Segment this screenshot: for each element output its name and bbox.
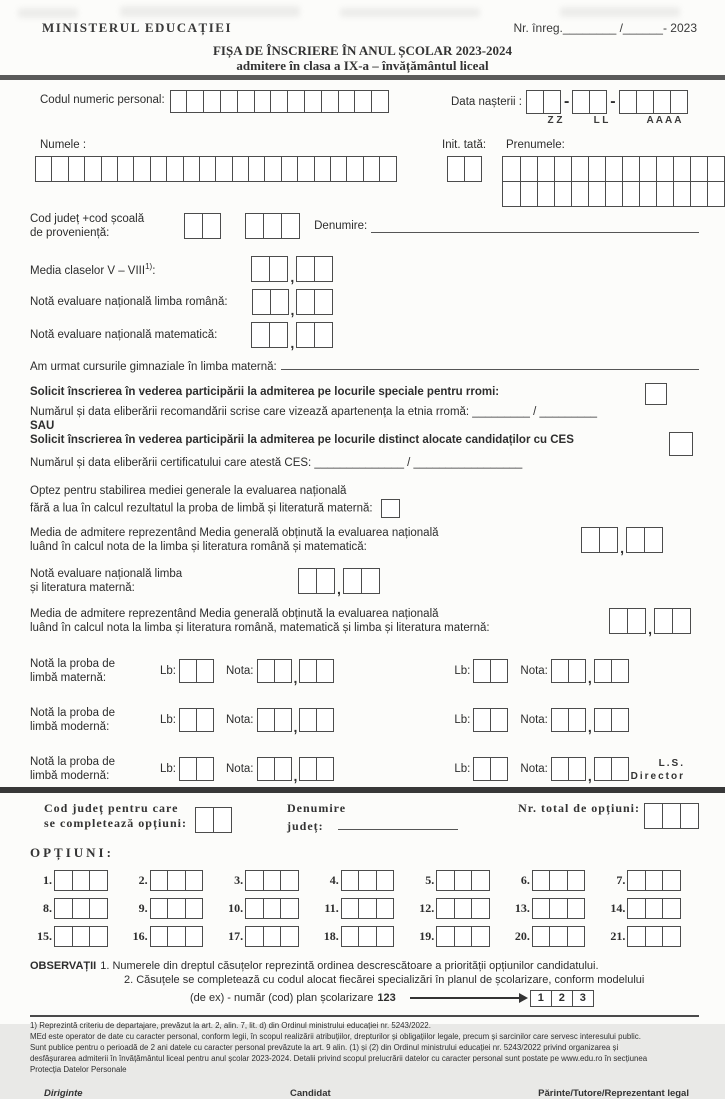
ces-checkbox[interactable] (669, 432, 693, 456)
option-slot-13 (508, 898, 604, 919)
option-number: 9. (138, 900, 148, 915)
sau-label: SAU (30, 420, 55, 432)
ev-romana-label: Notă evaluare națională limba română: (30, 296, 228, 308)
school-code-label-line2: de proveniență: (30, 227, 110, 239)
media-admitere2-line1: Media de admitere reprezentând Media generală obținută la evaluarea națională (30, 607, 439, 620)
option-code-box[interactable] (245, 898, 299, 919)
media-admitere1-row (30, 526, 699, 555)
option-number: 19. (419, 928, 435, 943)
option-code-box[interactable] (341, 898, 395, 919)
nota-label: Nota: (226, 713, 254, 726)
nota-label: Nota: (520, 664, 548, 677)
option-number: 14. (610, 900, 626, 915)
ces-request-label: Solicit înscrierea în vederea participării la admiterea pe locurile distinct alocate candidaților cu CES (30, 434, 574, 446)
denumire-line1: Denumire (286, 800, 347, 815)
observations-line2: 2. Căsuțele se completează cu codul alocat fiecărei specializări în planul de școlarizare, conform modelului (124, 974, 645, 986)
proba-moderna1-row (30, 706, 699, 734)
ev-mate-label: Notă evaluare națională matematică: (30, 329, 218, 341)
month-hint: L L (593, 115, 609, 126)
options-county-line1: Cod județ pentru care (44, 800, 179, 815)
lb-code-boxes[interactable] (473, 757, 508, 781)
nota-boxes[interactable]: , (257, 659, 335, 683)
options-heading: OPȚIUNI: (30, 844, 114, 860)
option-code-box[interactable] (532, 898, 586, 919)
signature-diriginte: Diriginte (44, 1087, 83, 1099)
proba-materna-row (30, 657, 699, 685)
observations-example-row (190, 990, 699, 1007)
observations-line1: 1. Numerele din dreptul căsuțelor reprezintă ordinea descrescătoare a priorității opțiunilor candidatului. (100, 959, 599, 972)
footnotes (30, 1020, 699, 1075)
ev-materna-label (30, 567, 270, 596)
options-county-name-label (287, 801, 458, 834)
option-number: 1. (43, 872, 52, 887)
option-number: 11. (324, 900, 339, 915)
school-code-boxes[interactable] (245, 213, 300, 239)
ev-romana-boxes[interactable]: , (252, 289, 334, 315)
year-hint: A A A A (646, 115, 682, 126)
media-admitere1-line1: Media de admitere reprezentând Media generală obținută la evaluarea națională (30, 526, 439, 539)
media-admitere2-label (30, 607, 490, 636)
option-number: 5. (425, 872, 435, 887)
nota-boxes[interactable]: , (257, 757, 335, 781)
school-code-row (30, 212, 699, 240)
proba-label-line1: Notă la proba de (30, 706, 116, 719)
lb-label: Lb: (454, 664, 471, 677)
firstname-input-grid[interactable] (502, 156, 725, 207)
option-code-box[interactable] (436, 926, 490, 947)
lastname-input-boxes[interactable] (35, 156, 397, 182)
media-admitere2-line2: luând în calcul nota la limba și literatura română, matematică și limba și literatura maternă: (30, 622, 490, 634)
option-slot-2 (126, 870, 222, 891)
lb-code-boxes[interactable] (179, 659, 214, 683)
optez-line2-wrap (30, 499, 699, 518)
media-admitere2-boxes[interactable]: , (609, 608, 691, 634)
father-initial-label: Init. tată: (442, 139, 487, 151)
signature-candidat: Candidat (290, 1087, 331, 1099)
proba-moderna2-group2 (454, 757, 628, 784)
footnote-line: desfășurarea admiterii în învățământul liceal pentru anul școlar 2023-2024. Detalii privind scopul prelucrării datelor cu caracter personal sunt postate pe www.edu.ro în secțiunea (30, 1053, 648, 1063)
option-number: 7. (616, 872, 626, 887)
footnote-line: Protecția Datelor Personale (30, 1064, 127, 1074)
options-county-label (44, 801, 187, 831)
option-code-box[interactable] (150, 870, 204, 891)
cnp-input-boxes[interactable] (170, 90, 389, 113)
option-slot-5 (412, 870, 508, 891)
option-slot-1 (30, 870, 126, 891)
option-slot-6 (508, 870, 604, 891)
media-admitere1-boxes[interactable]: , (581, 527, 663, 553)
option-slot-12 (412, 898, 508, 919)
option-code-box[interactable] (54, 926, 108, 947)
footnote-line: MEd este operator de date cu caracter personal, conform legii, în scopul realizării atribuțiilor, drepturilor și obligațiilor legale, precum și sarcinilor care servesc interesului public. (30, 1031, 641, 1041)
school-name-blank[interactable] (371, 219, 699, 233)
ls-stamp-label: L.S. (658, 757, 685, 769)
option-slot-7 (603, 870, 699, 891)
observations-title: OBSERVAȚII (30, 959, 97, 972)
proba-label-line2: limbă modernă: (30, 720, 110, 733)
option-code-box[interactable] (341, 926, 395, 947)
option-code-box[interactable] (532, 870, 586, 891)
option-number: 15. (37, 928, 52, 943)
proba-moderna1-group2 (454, 708, 628, 735)
signature-row (30, 1088, 699, 1099)
scan-smudge (340, 8, 480, 17)
media-v-viii-boxes[interactable]: , (251, 256, 333, 282)
rromi-detail-line[interactable]: Numărul și data eliberării recomandării scrise care vizează apartenența la etnia rromă: _________ / _________ (30, 406, 598, 418)
lb-label: Lb: (160, 664, 176, 677)
option-slot-11 (317, 898, 413, 919)
cnp-label: Codul numeric personal: (40, 94, 165, 106)
option-code-box[interactable] (54, 898, 108, 919)
name-section (30, 139, 699, 201)
ev-materna-row (30, 567, 699, 596)
section-divider-top (0, 75, 725, 80)
lb-code-boxes[interactable] (473, 708, 508, 732)
registration-number-field[interactable]: Nr. înreg.________ /______- 2023 (513, 21, 697, 35)
stamp-director-block (631, 757, 685, 783)
option-number: 12. (419, 900, 435, 915)
ev-materna-line1: Notă evaluare națională limba (30, 567, 183, 580)
proba-materna-group2 (454, 659, 628, 686)
example-code-boxes: 1 2 3 (530, 990, 594, 1007)
nota-boxes[interactable]: , (551, 659, 629, 683)
footnote-line: 1) Reprezintă criteriu de departajare, prevăzut la art. 2, alin. 7, lit. d) din Ordinul ministrului educației nr. 5243/2022. (30, 1020, 431, 1030)
observations-block (30, 959, 699, 1007)
firstname-label: Prenumele: (506, 139, 565, 151)
limba-materna-row (30, 356, 699, 373)
birth-date-format-hints (451, 115, 699, 126)
proba-materna-group1 (160, 659, 334, 686)
option-slot-10 (221, 898, 317, 919)
optez-line2: fără a lua în calcul rezultatul la proba de limbă și literatură maternă: (30, 502, 373, 515)
option-number: 13. (514, 900, 530, 915)
rromi-checkbox[interactable] (645, 383, 667, 405)
section-divider-options (0, 787, 725, 793)
ev-materna-boxes[interactable]: , (298, 568, 380, 594)
rromi-request-label: Solicit înscrierea în vederea participării la admiterea pe locurile speciale pentru rromi: (30, 386, 500, 398)
limba-materna-label: Am urmat cursurile gimnaziale în limba maternă: (30, 361, 277, 373)
dash: - (563, 93, 570, 110)
media-v-viii-label (30, 262, 155, 277)
lb-label: Lb: (454, 762, 471, 775)
option-code-box[interactable] (436, 870, 490, 891)
nota-label: Nota: (520, 713, 548, 726)
director-label: Director (630, 770, 685, 782)
limba-materna-blank[interactable] (281, 356, 699, 370)
birth-month-boxes[interactable] (572, 90, 607, 114)
media-admitere1-label (30, 526, 439, 555)
footnote-line: Sunt publice pentru o perioadă de 2 ani datele cu caracter personal prevăzute la art. 9 alin. (1) și (2) din Ordinul ministrului educației nr. 5243/2022 privind organizarea și (30, 1042, 619, 1052)
lb-label: Lb: (160, 713, 176, 726)
proba-moderna2-label (30, 755, 150, 783)
arrow-icon (410, 997, 520, 999)
media-v-viii-text: Media claselor V – VIII (30, 264, 146, 277)
dash: - (610, 93, 616, 110)
option-number: 17. (228, 928, 244, 943)
father-initial-boxes[interactable] (447, 156, 482, 182)
form-title: FIȘA DE ÎNSCRIERE ÎN ANUL ȘCOLAR 2023-2024 (212, 43, 513, 58)
colon: : (152, 264, 156, 277)
total-options-boxes[interactable] (644, 803, 699, 829)
options-county-code-boxes[interactable] (195, 807, 232, 833)
option-code-box[interactable] (341, 870, 395, 891)
lastname-label: Numele : (40, 139, 87, 151)
ces-detail-line[interactable]: Numărul și data eliberării certificatului care atestă CES: ______________ / _________________ (30, 457, 523, 469)
option-slot-19 (412, 926, 508, 947)
option-number: 16. (132, 928, 148, 943)
form-title-block (0, 43, 725, 73)
option-slot-14 (603, 898, 699, 919)
proba-label-line1: Notă la proba de (30, 755, 116, 768)
option-number: 3. (234, 872, 244, 887)
option-slot-3 (221, 870, 317, 891)
footer-divider (30, 1015, 699, 1017)
example-text: (de ex) - număr (cod) plan școlarizare (190, 991, 374, 1004)
option-code-box[interactable] (627, 870, 681, 891)
option-code-box[interactable] (627, 898, 681, 919)
option-code-box[interactable] (627, 926, 681, 947)
school-code-label-line1: Cod județ +cod școală (30, 213, 145, 225)
option-number: 10. (228, 900, 244, 915)
ev-mate-row (30, 322, 699, 351)
example-code: 123 (377, 991, 396, 1004)
option-slot-8 (30, 898, 126, 919)
nota-boxes[interactable]: , (257, 708, 335, 732)
lb-label: Lb: (160, 762, 176, 775)
proba-moderna1-label (30, 706, 150, 734)
birth-date-group (451, 90, 699, 126)
proba-label-line1: Notă la proba de (30, 657, 116, 670)
school-name-label: Denumire: (314, 220, 368, 232)
option-number: 6. (520, 872, 530, 887)
ministry-title: MINISTERUL EDUCAȚIEI (42, 20, 233, 35)
rromi-row (30, 386, 699, 405)
header (0, 0, 725, 36)
option-slot-16 (126, 926, 222, 947)
proba-moderna2-row (30, 755, 699, 783)
media-admitere1-line2: luând în calcul nota de la limba și literatura română și matematică: (30, 541, 367, 553)
proba-materna-label (30, 657, 150, 685)
footnote-marker: 1) (145, 261, 153, 271)
option-code-box[interactable] (150, 898, 204, 919)
option-number: 4. (329, 872, 339, 887)
scan-smudge (18, 8, 78, 18)
options-county-line2: se completează opțiuni: (44, 815, 187, 830)
day-hint: Z Z (547, 115, 563, 126)
lb-label: Lb: (454, 713, 471, 726)
lb-code-boxes[interactable] (179, 757, 214, 781)
option-code-box[interactable] (245, 926, 299, 947)
option-slot-4 (317, 870, 413, 891)
proba-moderna1-group1 (160, 708, 334, 735)
option-number: 20. (514, 928, 530, 943)
option-slot-20 (508, 926, 604, 947)
lb-code-boxes[interactable] (179, 708, 214, 732)
form-subtitle: admitere în clasa a IX-a – învățământul liceal (236, 58, 489, 73)
option-code-box[interactable] (150, 926, 204, 947)
proba-label-line2: limbă modernă: (30, 769, 110, 782)
option-number: 2. (138, 872, 148, 887)
scan-smudge (560, 7, 680, 17)
option-code-box[interactable] (436, 898, 490, 919)
ces-row (30, 434, 699, 456)
option-code-box[interactable] (245, 870, 299, 891)
nota-boxes[interactable]: , (551, 757, 629, 781)
total-options-label: Nr. total de opțiuni: (518, 800, 640, 815)
option-code-box[interactable] (54, 870, 108, 891)
nota-label: Nota: (226, 762, 254, 775)
birth-day-boxes[interactable] (526, 90, 561, 114)
nota-label: Nota: (520, 762, 548, 775)
optez-line1: Optez pentru stabilirea mediei generale la evaluarea națională (30, 485, 347, 497)
birth-date-label: Data nașterii : (451, 96, 522, 108)
media-v-viii-row (30, 256, 699, 285)
options-grid (30, 870, 699, 947)
media-admitere2-row (30, 607, 699, 636)
option-number: 18. (323, 928, 339, 943)
lb-code-boxes[interactable] (473, 659, 508, 683)
scan-smudge (120, 6, 300, 17)
ev-mate-boxes[interactable]: , (251, 322, 333, 348)
option-slot-9 (126, 898, 222, 919)
option-number: 21. (610, 928, 626, 943)
option-slot-21 (603, 926, 699, 947)
birth-year-boxes[interactable] (619, 90, 688, 114)
county-code-boxes[interactable] (184, 213, 221, 239)
option-code-box[interactable] (532, 926, 586, 947)
option-slot-18 (317, 926, 413, 947)
proba-moderna2-group1 (160, 757, 334, 784)
ev-romana-row (30, 289, 699, 318)
denumire-line2: județ: (286, 818, 324, 833)
proba-label-line2: limbă maternă: (30, 671, 107, 684)
optez-checkbox[interactable] (381, 499, 400, 518)
ev-materna-line2: și literatura maternă: (30, 582, 135, 594)
nota-boxes[interactable]: , (551, 708, 629, 732)
signature-parinte: Părinte/Tutore/Reprezentant legal (538, 1087, 689, 1099)
county-name-blank[interactable] (338, 816, 458, 830)
option-number: 8. (43, 900, 52, 915)
cnp-row (30, 90, 699, 126)
options-header-row (30, 801, 699, 834)
nota-label: Nota: (226, 664, 254, 677)
option-slot-17 (221, 926, 317, 947)
option-slot-15 (30, 926, 126, 947)
optez-block (30, 484, 699, 518)
school-code-label (30, 212, 144, 240)
